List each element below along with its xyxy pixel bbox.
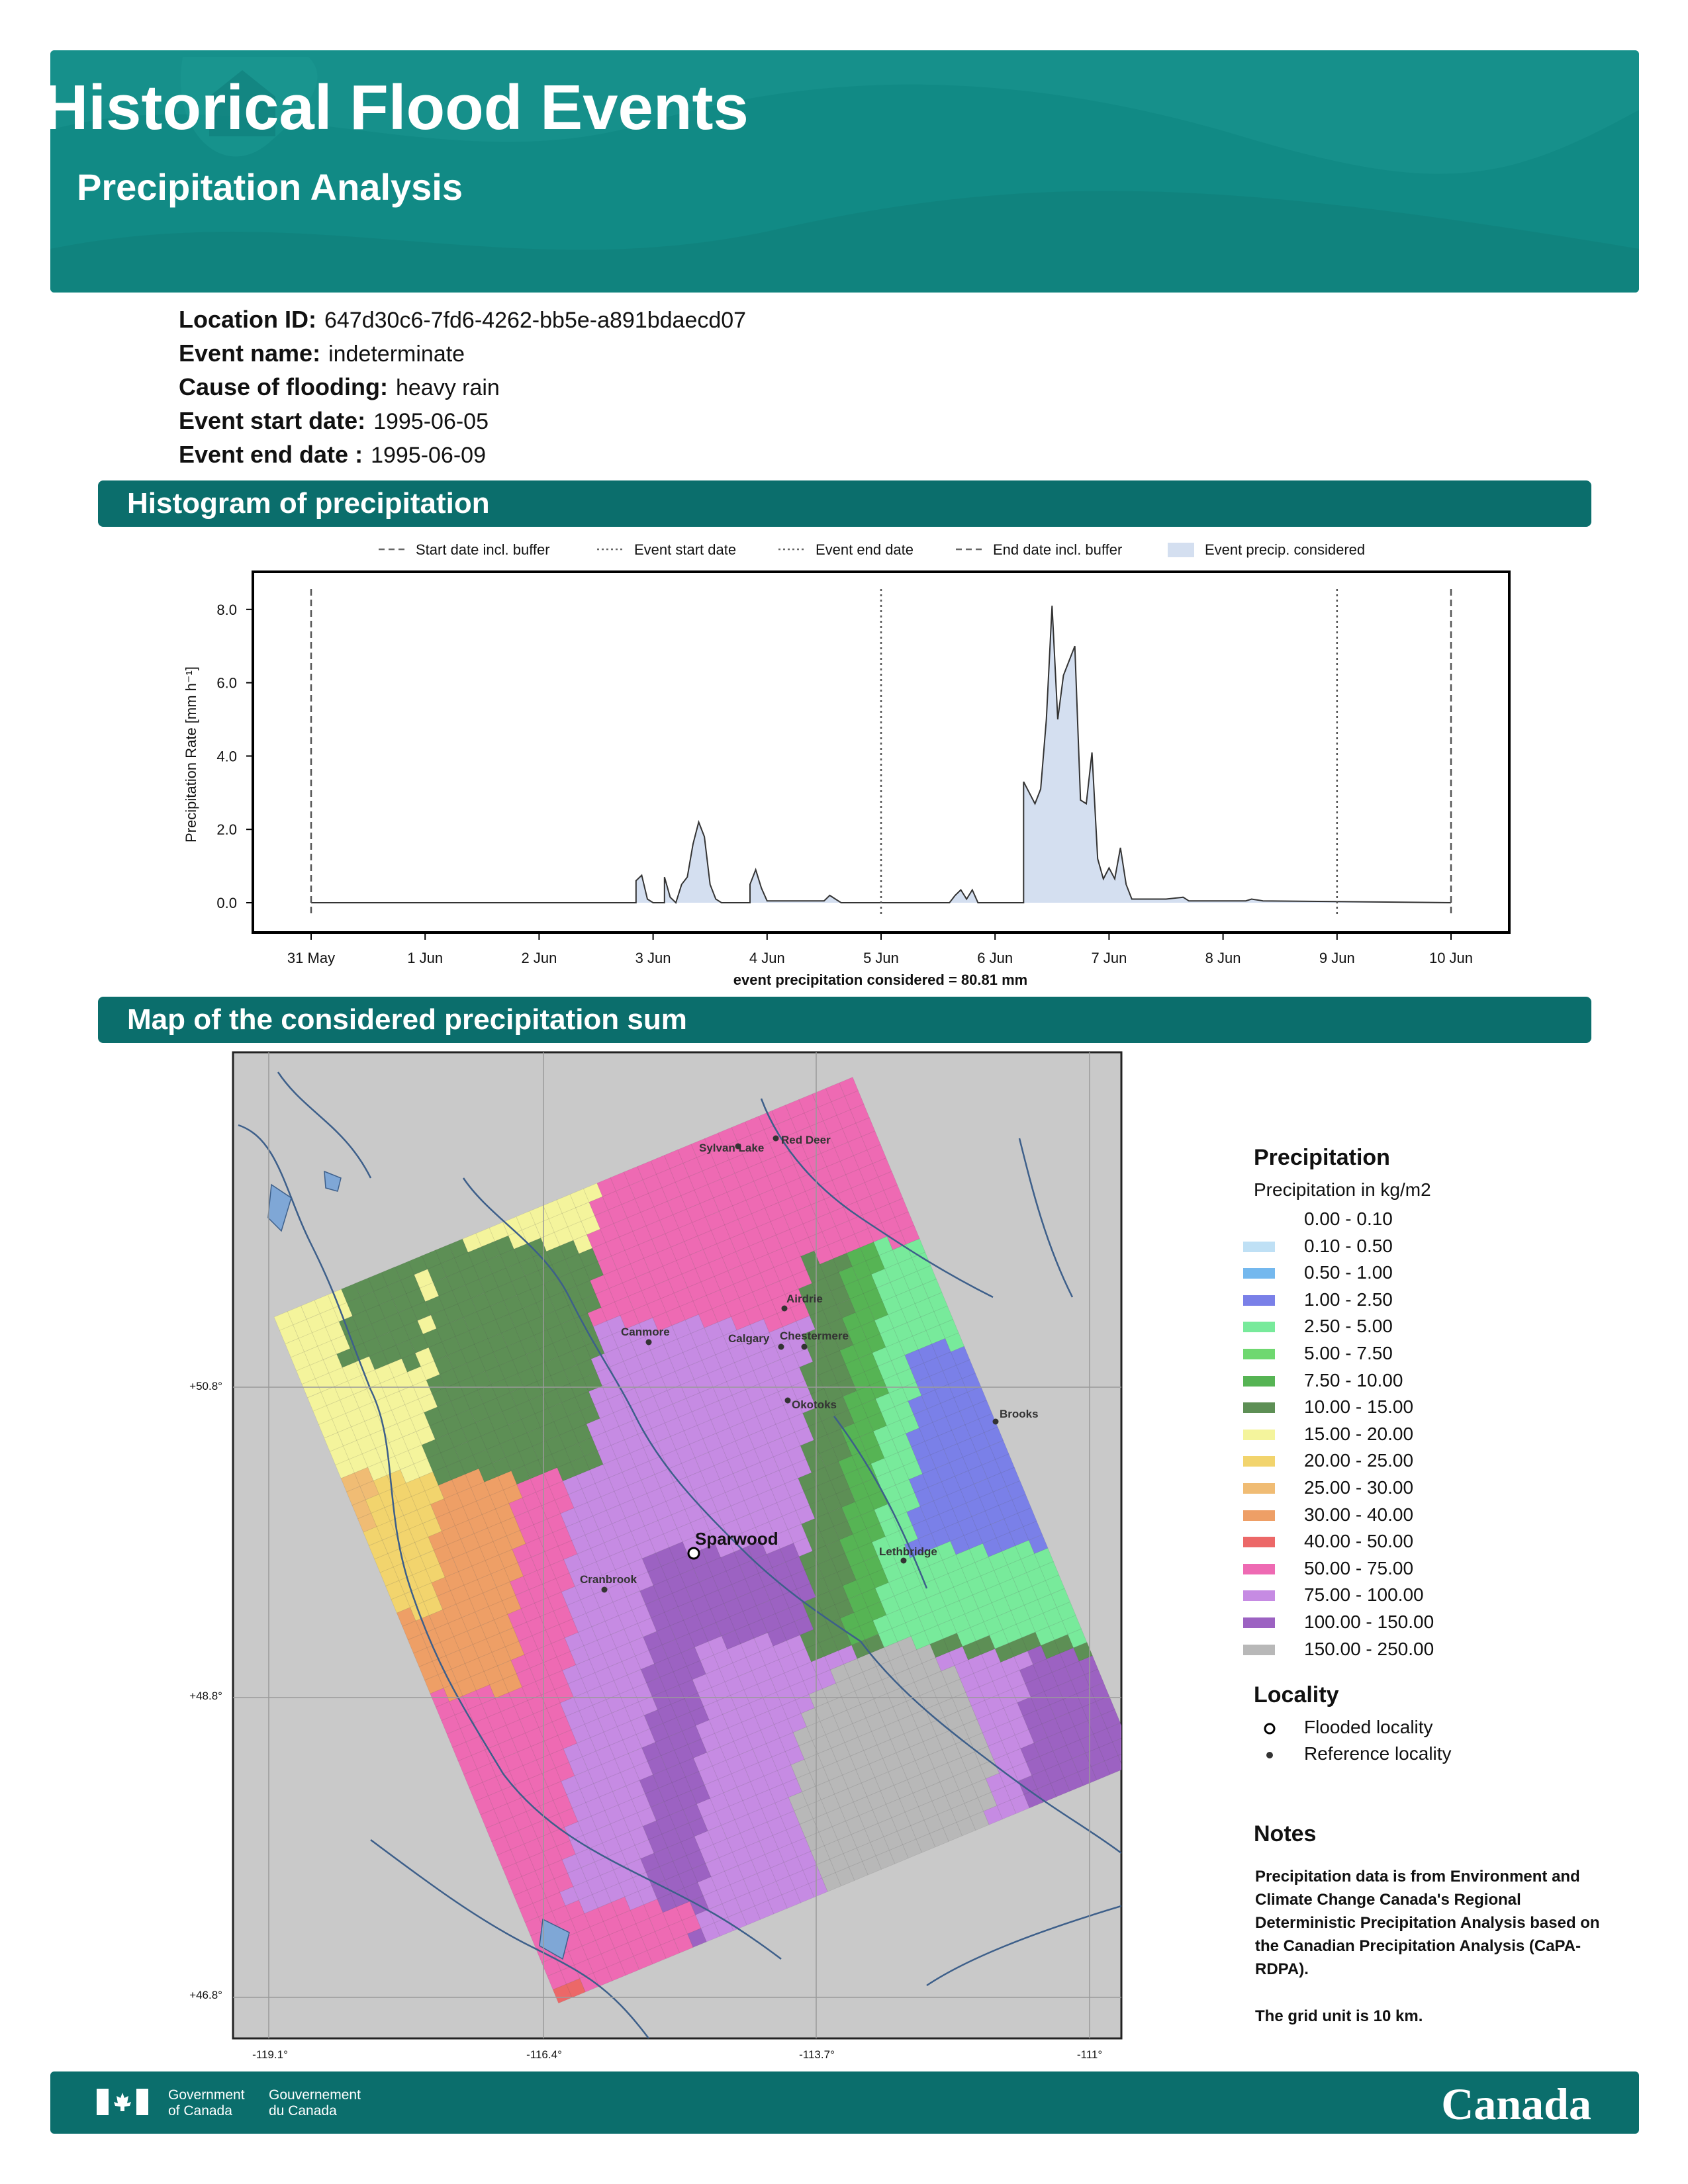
legend-class-item — [1243, 1504, 1508, 1525]
legend-class-label: 10.00 - 15.00 — [1304, 1396, 1414, 1417]
info-value: indeterminate — [328, 341, 465, 367]
reference-locality-dot — [993, 1419, 999, 1425]
reference-locality-label: Canmore — [621, 1326, 670, 1338]
x-tick-label: 7 Jun — [1091, 950, 1127, 966]
notes-source: Precipitation data is from Environment and Climate Change Canada's Regional Deterministic Precipitation Analysis based on the Canadian Precipitation Analysis (CaPA-RDPA). — [1255, 1868, 1600, 1978]
legend-class-swatch — [1243, 1483, 1275, 1494]
flooded-locality-marker — [688, 1548, 699, 1559]
reference-locality-dot — [782, 1306, 788, 1312]
reference-locality-dot — [785, 1398, 791, 1404]
legend-precip-subtitle: Precipitation in kg/m2 — [1254, 1179, 1431, 1200]
legend-class-label: 150.00 - 250.00 — [1304, 1639, 1434, 1659]
legend-class-swatch — [1243, 1295, 1275, 1306]
legend-class-item — [1243, 1370, 1508, 1391]
x-tick-label: 8 Jun — [1205, 950, 1241, 966]
legend-class-swatch — [1243, 1242, 1275, 1252]
notes-title: Notes — [1254, 1821, 1317, 1846]
legend-class-item — [1243, 1396, 1508, 1418]
info-location-id — [179, 306, 746, 334]
info-label: Event end date : — [179, 441, 363, 468]
x-tick-label: 31 May — [287, 950, 336, 966]
legend-class-swatch — [1243, 1268, 1275, 1279]
legend-locality-title: Locality — [1254, 1682, 1339, 1707]
legend-class-swatch — [1243, 1376, 1275, 1387]
legend-class-item — [1243, 1262, 1508, 1283]
x-axis — [287, 933, 1473, 966]
legend-class-swatch — [1243, 1214, 1275, 1225]
legend-class-label: 20.00 - 25.00 — [1304, 1450, 1414, 1471]
legend-class-item — [1243, 1531, 1508, 1552]
legend-class-label: 5.00 - 7.50 — [1304, 1343, 1393, 1363]
lat-tick-label: +46.8° — [189, 1989, 222, 2001]
latitude-labels — [189, 1380, 222, 2001]
page-title: Historical Flood Events — [42, 72, 749, 143]
legend-class-swatch — [1243, 1322, 1275, 1332]
legend-class-label: 50.00 - 75.00 — [1304, 1558, 1414, 1578]
y-tick-label: 2.0 — [216, 821, 237, 839]
info-label: Location ID: — [179, 306, 316, 333]
legend-class-swatch — [1243, 1645, 1275, 1655]
precipitation-map — [0, 1046, 1192, 2065]
legend-class-label: 1.00 - 2.50 — [1304, 1289, 1393, 1310]
page-subtitle: Precipitation Analysis — [77, 166, 463, 208]
legend-precip-title: Precipitation — [1254, 1145, 1390, 1170]
reference-locality-dot — [778, 1344, 784, 1350]
legend-class-item — [1243, 1236, 1508, 1257]
info-label: Cause of flooding: — [179, 373, 388, 400]
legend-class-swatch — [1243, 1402, 1275, 1413]
x-tick-label: 4 Jun — [749, 950, 785, 966]
legend-class-item — [1243, 1477, 1508, 1498]
x-tick-label: 10 Jun — [1429, 950, 1474, 966]
legend-class-item — [1243, 1343, 1508, 1364]
legend-flooded-label: Flooded locality — [1304, 1717, 1433, 1737]
legend-class-item — [1243, 1584, 1508, 1606]
info-label: Event start date: — [179, 407, 366, 434]
legend-class-label: 75.00 - 100.00 — [1304, 1584, 1424, 1605]
legend-class-item — [1243, 1316, 1508, 1337]
plot-frame — [253, 572, 1509, 933]
longitude-labels — [252, 2048, 1102, 2061]
lon-tick-label: -111° — [1076, 2048, 1103, 2061]
legend-class-swatch — [1243, 1564, 1275, 1574]
footer-bar — [50, 2071, 1639, 2134]
legend-class-label: 30.00 - 40.00 — [1304, 1504, 1414, 1525]
reference-locality-dot — [602, 1587, 608, 1593]
y-tick-label: 0.0 — [216, 895, 237, 911]
y-tick-label: 4.0 — [216, 748, 237, 765]
y-axis — [216, 602, 253, 911]
reference-locality-label: Calgary — [728, 1332, 770, 1345]
canada-flag-icon — [97, 2089, 148, 2115]
section-title: Map of the considered precipitation sum — [127, 1003, 687, 1036]
info-value: 1995-06-05 — [373, 409, 489, 434]
x-tick-label: 9 Jun — [1319, 950, 1355, 966]
notes-body — [1255, 1865, 1613, 2028]
reference-locality-label: Red Deer — [781, 1134, 831, 1146]
legend-class-label: 25.00 - 30.00 — [1304, 1477, 1414, 1498]
lon-tick-label: -116.4° — [526, 2048, 562, 2061]
gov-fr-text: Gouvernement du Canada — [269, 2087, 361, 2118]
legend-class-label: 0.50 - 1.00 — [1304, 1262, 1393, 1283]
section-histogram-header — [98, 480, 1591, 527]
legend-class-item — [1243, 1639, 1508, 1660]
y-tick-label: 6.0 — [216, 674, 237, 692]
notes-grid-unit: The grid unit is 10 km. — [1255, 2007, 1423, 2025]
reference-locality-dot — [773, 1136, 779, 1142]
canada-wordmark: Canada — [1441, 2079, 1591, 2129]
legend-label: Start date incl. buffer — [416, 541, 550, 558]
chart-legend — [379, 541, 1365, 558]
info-event-name — [179, 340, 465, 367]
y-tick-label: 8.0 — [216, 601, 237, 618]
legend-class-label: 15.00 - 20.00 — [1304, 1424, 1414, 1444]
reference-locality-label: Okotoks — [792, 1398, 837, 1411]
x-tick-label: 1 Jun — [407, 950, 444, 966]
legend-class-swatch — [1243, 1430, 1275, 1440]
legend-swatch — [1168, 543, 1194, 557]
reference-locality-icon — [1262, 1747, 1278, 1763]
legend-class-swatch — [1243, 1510, 1275, 1521]
legend-class-label: 0.10 - 0.50 — [1304, 1236, 1393, 1256]
legend-class-label: 7.50 - 10.00 — [1304, 1370, 1403, 1390]
reference-locality-label: Brooks — [1000, 1408, 1039, 1420]
reference-locality-label: Sylvan Lake — [699, 1142, 765, 1154]
reference-locality-dot — [646, 1340, 652, 1345]
info-label: Event name: — [179, 340, 321, 367]
lon-tick-label: -119.1° — [252, 2048, 288, 2061]
flooded-locality-label: Sparwood — [695, 1529, 778, 1549]
info-end-date — [179, 441, 486, 469]
legend-reference-label: Reference locality — [1304, 1743, 1452, 1764]
reference-locality-label: Chestermere — [780, 1330, 849, 1342]
flooded-locality-icon — [1262, 1721, 1278, 1737]
lat-tick-label: +50.8° — [189, 1380, 222, 1392]
legend-class-item — [1243, 1558, 1508, 1579]
section-title: Histogram of precipitation — [127, 487, 490, 520]
legend-class-label: 0.00 - 0.10 — [1304, 1208, 1393, 1229]
reference-locality-label: Cranbrook — [580, 1573, 637, 1586]
x-tick-label: 6 Jun — [977, 950, 1013, 966]
legend-label: Event end date — [816, 541, 914, 558]
legend-class-swatch — [1243, 1456, 1275, 1467]
x-axis-label: event precipitation considered = 80.81 mm — [733, 972, 1028, 988]
info-start-date — [179, 407, 489, 435]
legend-label: Event precip. considered — [1205, 541, 1366, 558]
legend-class-label: 2.50 - 5.00 — [1304, 1316, 1393, 1336]
legend-class-swatch — [1243, 1349, 1275, 1359]
reference-locality-dot — [901, 1558, 907, 1564]
reference-locality-label: Lethbridge — [879, 1545, 937, 1558]
info-value: 1995-06-09 — [371, 443, 486, 468]
legend-class-item — [1243, 1289, 1508, 1310]
legend-class-label: 100.00 - 150.00 — [1304, 1612, 1434, 1632]
legend-class-item — [1243, 1450, 1508, 1471]
lat-tick-label: +48.8° — [189, 1690, 222, 1702]
legend-class-label: 40.00 - 50.00 — [1304, 1531, 1414, 1551]
x-tick-label: 5 Jun — [863, 950, 899, 966]
info-value: 647d30c6-7fd6-4262-bb5e-a891bdaecd07 — [324, 308, 747, 333]
legend-class-swatch — [1243, 1617, 1275, 1628]
info-value: heavy rain — [395, 375, 500, 400]
legend-label: End date incl. buffer — [993, 541, 1123, 558]
legend-label: Event start date — [634, 541, 737, 558]
x-tick-label: 2 Jun — [521, 950, 557, 966]
lon-tick-label: -113.7° — [799, 2048, 835, 2061]
legend-class-swatch — [1243, 1590, 1275, 1601]
x-tick-label: 3 Jun — [635, 950, 671, 966]
legend-class-item — [1243, 1424, 1508, 1445]
legend-class-item — [1243, 1612, 1508, 1633]
precipitation-histogram — [0, 529, 1688, 993]
legend-class-item — [1243, 1208, 1508, 1230]
reference-locality-label: Airdrie — [786, 1293, 823, 1305]
info-cause — [179, 373, 500, 401]
section-map-header — [98, 997, 1591, 1043]
reference-locality-dot — [802, 1344, 808, 1350]
gov-en-text: Government of Canada — [168, 2087, 245, 2118]
y-axis-label: Precipitation Rate [mm h⁻¹] — [183, 666, 199, 842]
legend-class-swatch — [1243, 1537, 1275, 1547]
